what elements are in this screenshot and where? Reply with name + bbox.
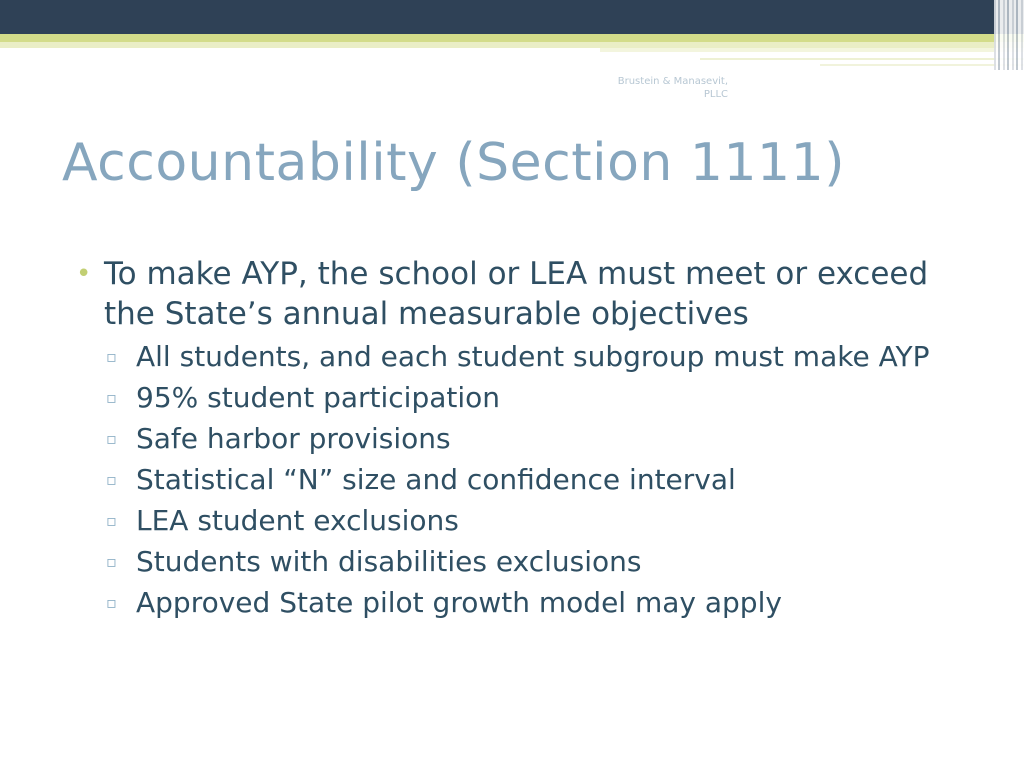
slide-title: Accountability (Section 1111)	[62, 133, 845, 193]
main-bullet	[76, 254, 956, 334]
firm-watermark: Brustein & Manasevit, PLLC	[617, 76, 728, 100]
sub-bullet-list	[76, 338, 956, 622]
sub-bullet-text: Statistical “N” size and confidence interval	[136, 463, 736, 496]
square-bullet-icon: ▫	[106, 388, 117, 407]
square-bullet-icon: ▫	[106, 470, 117, 489]
sub-bullet-text: Safe harbor provisions	[136, 422, 451, 455]
sub-bullet	[76, 379, 956, 417]
sub-bullet-text: All students, and each student subgroup must make AYP	[136, 340, 930, 373]
accent-stripe	[0, 34, 1024, 42]
sub-bullet	[76, 338, 956, 376]
slide-body	[76, 254, 956, 625]
square-bullet-icon: ▫	[106, 511, 117, 530]
sub-bullet	[76, 543, 956, 581]
sub-bullet	[76, 420, 956, 458]
square-bullet-icon: ▫	[106, 347, 117, 366]
accent-stripe-thin	[600, 48, 1024, 52]
header-bar	[0, 0, 1024, 34]
square-bullet-icon: ▫	[106, 552, 117, 571]
sub-bullet-text: Approved State pilot growth model may apply	[136, 586, 782, 619]
sub-bullet-text: Students with disabilities exclusions	[136, 545, 642, 578]
corner-decoration	[994, 0, 1024, 70]
accent-line	[700, 58, 1024, 60]
sub-bullet	[76, 584, 956, 622]
bullet-icon: •	[76, 259, 92, 289]
sub-bullet	[76, 502, 956, 540]
square-bullet-icon: ▫	[106, 593, 117, 612]
sub-bullet-text: LEA student exclusions	[136, 504, 459, 537]
main-bullet-text: To make AYP, the school or LEA must meet or exceed the State’s annual measurable objectives	[104, 256, 929, 332]
sub-bullet	[76, 461, 956, 499]
sub-bullet-text: 95% student participation	[136, 381, 501, 414]
square-bullet-icon: ▫	[106, 429, 117, 448]
